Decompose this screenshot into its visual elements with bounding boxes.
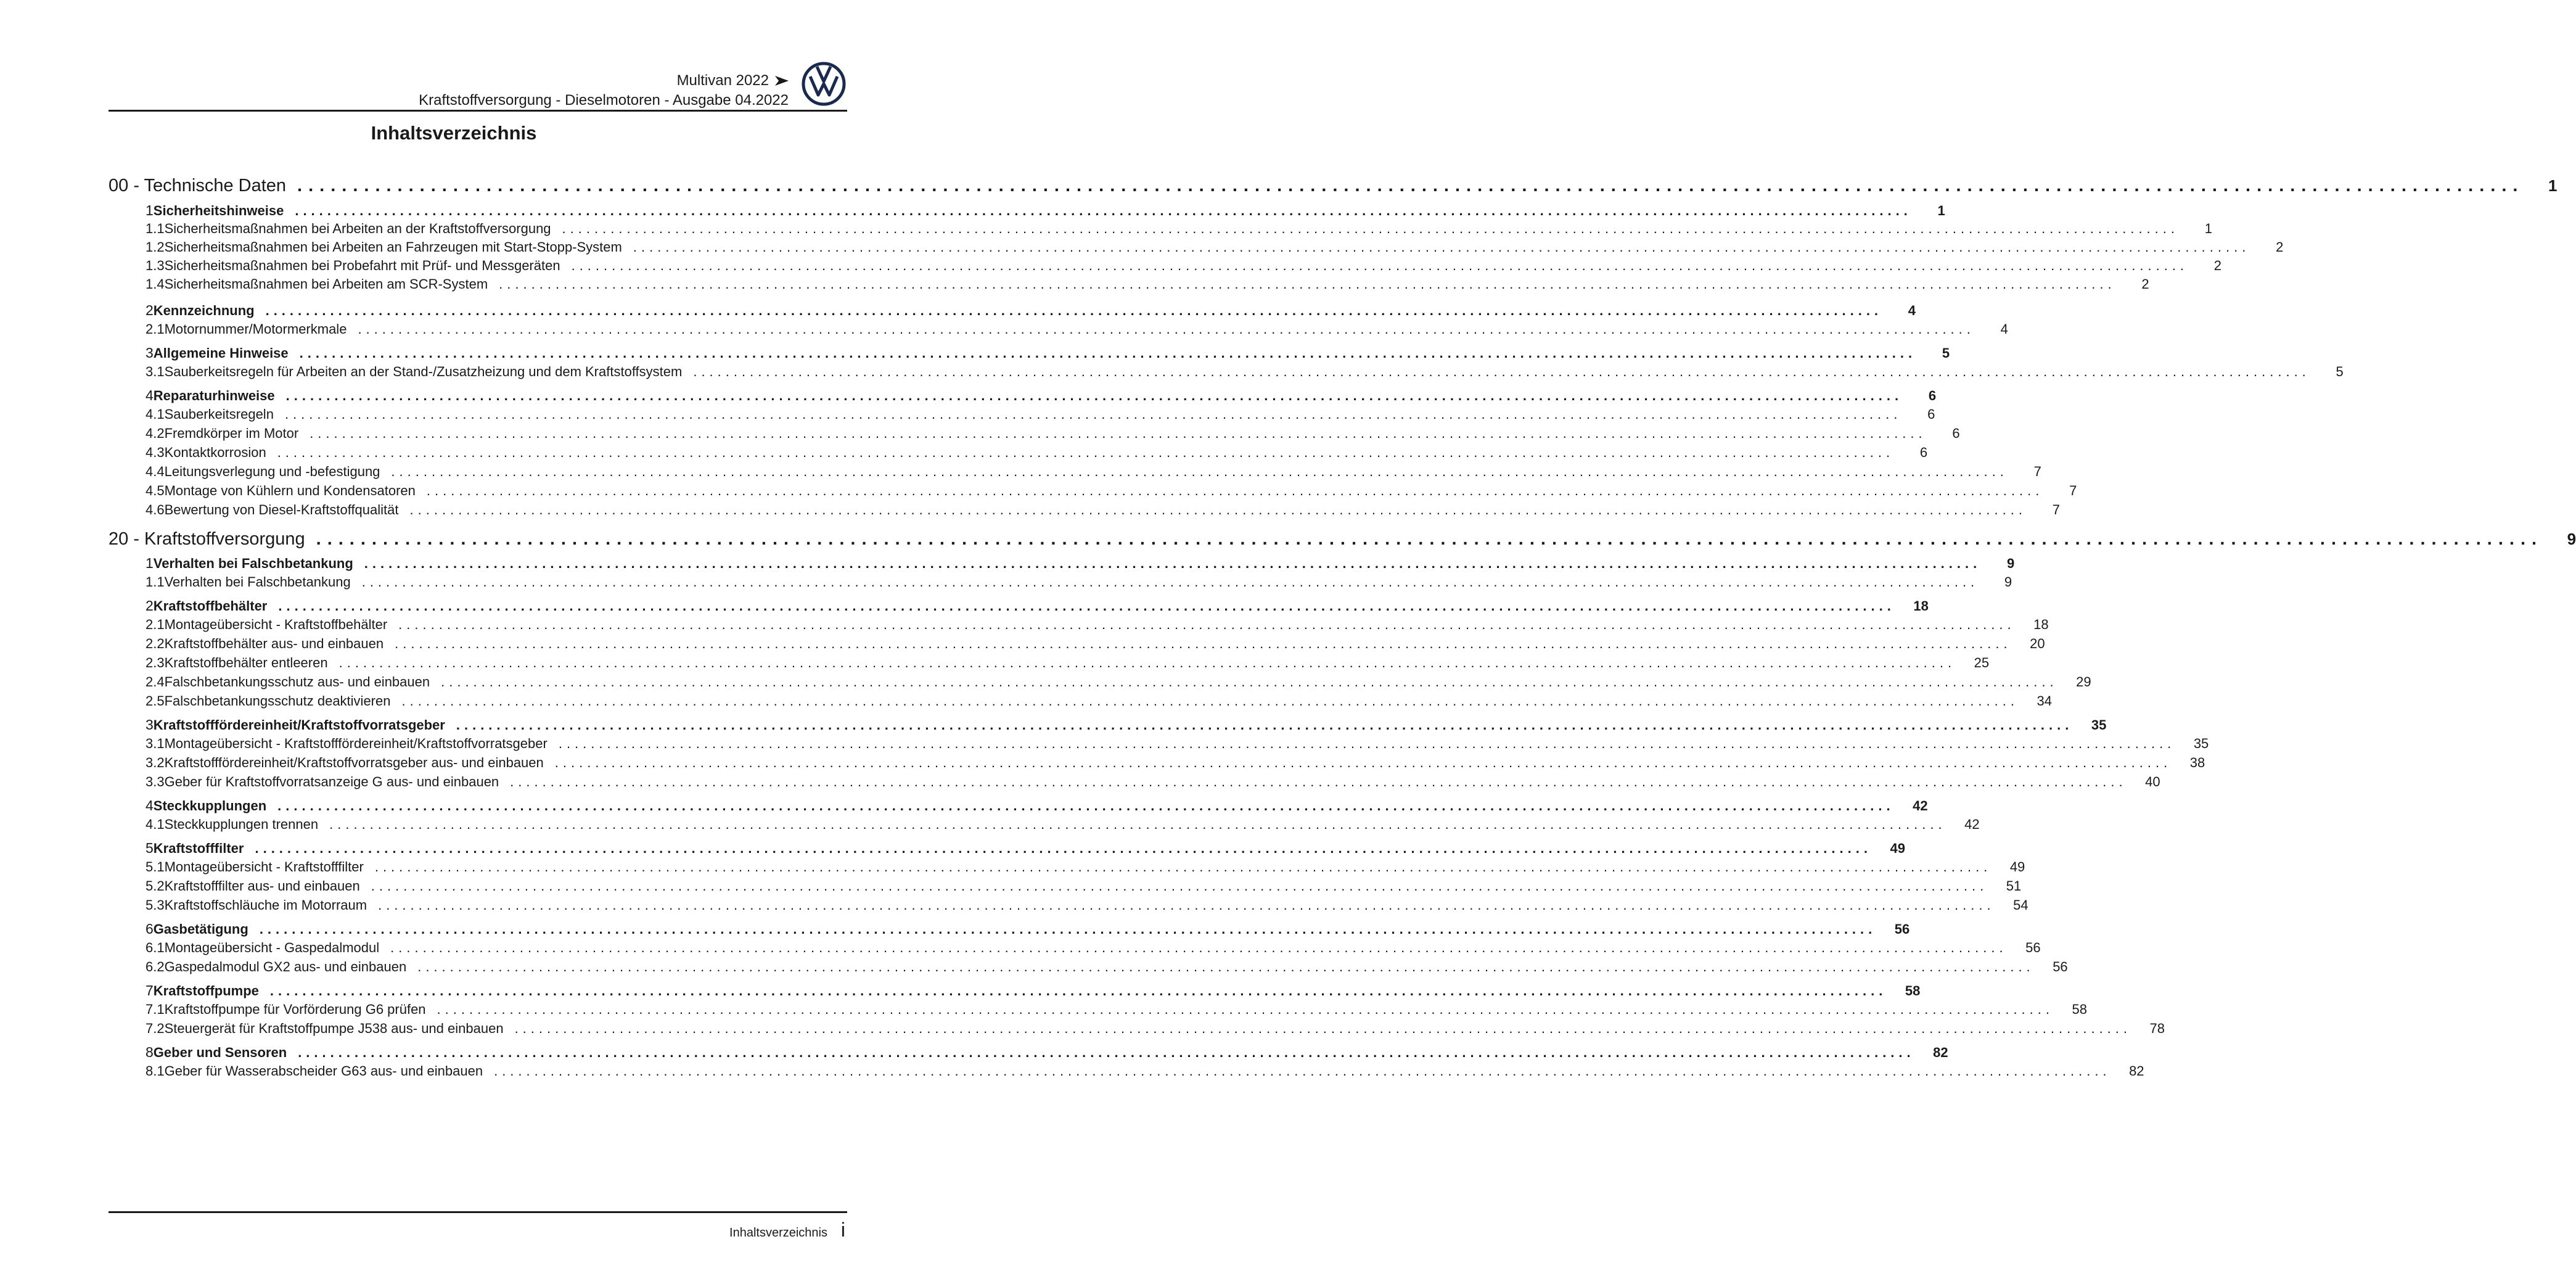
toc-page-number: 6 xyxy=(1952,426,1960,441)
toc-page-number: 56 xyxy=(2053,959,2068,974)
toc-number: 6 xyxy=(146,921,154,937)
toc-leader-dots: ........................................................................................................................................................................................................ xyxy=(269,983,1887,998)
toc-number: 2.1 xyxy=(146,617,165,632)
toc-leader-dots: ........................................................................................................................................................................................................ xyxy=(426,483,2044,498)
toc-subsection[interactable] xyxy=(109,878,2022,894)
toc-number: 5.1 xyxy=(146,859,165,875)
toc-number: 1.2 xyxy=(146,239,165,255)
header-model xyxy=(677,72,789,89)
toc-title: 00 - Technische Daten xyxy=(109,176,287,195)
toc-leader-dots: ........................................................................................................................................................................................................ xyxy=(297,176,2524,195)
toc-number: 2.5 xyxy=(146,693,165,709)
toc-number: 5 xyxy=(146,840,154,856)
toc-page-number: 82 xyxy=(1933,1045,1948,1060)
toc-leader-dots: ........................................................................................................................................................................................................ xyxy=(499,276,2116,292)
toc-page-number: 1 xyxy=(2548,176,2558,195)
toc-number: 1.3 xyxy=(146,258,165,273)
toc-leader-dots: ........................................................................................................................................................................................................ xyxy=(358,321,1975,337)
toc-number: 2 xyxy=(146,598,154,614)
toc-leader-dots: ........................................................................................................................................................................................................ xyxy=(310,426,1927,441)
toc-subsection[interactable] xyxy=(109,502,2060,518)
toc-number: 4 xyxy=(146,387,154,403)
toc-subsection[interactable] xyxy=(109,364,2344,380)
toc-title: Geber für Kraftstoffvorratsanzeige G aus- und einbauen xyxy=(164,774,499,789)
toc-subsection[interactable] xyxy=(109,755,2205,771)
toc-subsection[interactable] xyxy=(109,959,2068,975)
toc-leader-dots: ........................................................................................................................................................................................................ xyxy=(259,921,1877,937)
toc-leader-dots: ........................................................................................................................................................................................................ xyxy=(514,1021,2132,1036)
toc-subsection[interactable] xyxy=(109,674,2091,690)
toc-page-number: 5 xyxy=(2336,364,2344,379)
toc-page-number: 78 xyxy=(2149,1021,2165,1036)
toc-leader-dots: ........................................................................................................................................................................................................ xyxy=(417,959,2035,974)
toc-title: Kraftstoffpumpe xyxy=(153,983,259,998)
toc-title: Kraftstoffbehälter aus- und einbauen xyxy=(164,636,384,651)
toc-page-number: 1 xyxy=(2204,221,2213,236)
toc-title: 20 - Kraftstoffversorgung xyxy=(109,529,305,549)
toc-leader-dots: ........................................................................................................................................................................................................ xyxy=(633,239,2250,255)
toc-title: Sicherheitsmaßnahmen bei Arbeiten am SCR-System xyxy=(164,276,488,292)
toc-page-number: 82 xyxy=(2129,1063,2144,1079)
toc-number: 7.1 xyxy=(146,1002,165,1017)
toc-subsection[interactable] xyxy=(109,859,2025,875)
toc-subsection[interactable] xyxy=(109,464,2041,480)
toc-subsection[interactable] xyxy=(109,940,2041,956)
toc-chapter[interactable] xyxy=(109,176,2558,196)
toc-leader-dots: ........................................................................................................................................................................................................ xyxy=(554,755,2172,770)
toc-number: 2.2 xyxy=(146,636,165,651)
toc-leader-dots: ........................................................................................................................................................................................................ xyxy=(401,693,2019,709)
toc-title: Montageübersicht - Kraftstofffördereinheit/Kraftstoffvorratsgeber xyxy=(164,736,548,751)
toc-title: Kraftstofffilter xyxy=(153,841,244,856)
toc-number: 4.1 xyxy=(146,817,165,832)
toc-leader-dots: ........................................................................................................................................................................................................ xyxy=(364,556,1982,571)
toc-page-number: 7 xyxy=(2033,464,2041,479)
toc-title: Sicherheitsmaßnahmen bei Arbeiten an der Kraftstoffversorgung xyxy=(164,221,551,236)
toc-subsection[interactable] xyxy=(109,483,2077,499)
toc-title: Sicherheitsmaßnahmen bei Arbeiten an Fahrzeugen mit Start-Stopp-System xyxy=(164,239,622,255)
toc-subsection[interactable] xyxy=(109,321,2008,337)
toc-title: Kraftstofffördereinheit/Kraftstoffvorratsgeber aus- und einbauen xyxy=(164,755,544,770)
footer-label: Inhaltsverzeichnis xyxy=(729,1226,827,1240)
toc-number: 2.1 xyxy=(146,321,165,337)
toc-number: 4.3 xyxy=(146,445,165,460)
toc-number: 2.3 xyxy=(146,655,165,670)
toc-section[interactable] xyxy=(109,555,2015,572)
toc-number: 5.3 xyxy=(146,897,165,913)
footer-page-number: i xyxy=(840,1219,845,1241)
toc-page-number: 49 xyxy=(1890,841,1905,856)
toc-subsection[interactable] xyxy=(109,774,2160,790)
toc-title: Kraftstoffbehälter xyxy=(153,598,268,614)
toc-page-number: 9 xyxy=(2567,530,2576,548)
toc-title: Bewertung von Diesel-Kraftstoffqualität xyxy=(164,502,399,517)
toc-page-number: 49 xyxy=(2009,859,2025,875)
toc-chapter[interactable] xyxy=(109,529,2576,549)
toc-leader-dots: ........................................................................................................................................................................................................ xyxy=(494,1063,2111,1079)
toc-page-number: 40 xyxy=(2145,774,2160,789)
toc-section[interactable] xyxy=(109,921,1910,937)
toc-number: 6.2 xyxy=(146,959,165,974)
toc-page-number: 18 xyxy=(2033,617,2049,632)
toc-leader-dots: ........................................................................................................................................................................................................ xyxy=(441,674,2058,689)
toc-title: Motornummer/Motormerkmale xyxy=(164,321,347,337)
toc-section[interactable] xyxy=(109,982,1921,999)
toc-subsection[interactable] xyxy=(109,445,1928,461)
toc-page-number: 9 xyxy=(2007,556,2015,571)
toc-page-number: 54 xyxy=(2013,897,2028,913)
toc-title: Sauberkeitsregeln xyxy=(164,406,274,422)
toc-title: Allgemeine Hinweise xyxy=(153,345,289,361)
toc-page-number: 38 xyxy=(2189,755,2205,770)
toc-leader-dots: ........................................................................................................................................................................................................ xyxy=(558,736,2176,751)
toc-section[interactable] xyxy=(109,598,1929,614)
toc-page-number: 4 xyxy=(2000,321,2008,337)
toc-title: Kraftstofffilter aus- und einbauen xyxy=(164,878,360,894)
header-subtitle: Kraftstoffversorgung - Dieselmotoren - Ausgabe 04.2022 xyxy=(419,92,789,109)
toc-number: 1.1 xyxy=(146,574,165,590)
toc-page-number: 2 xyxy=(2276,239,2284,255)
toc-title: Steckkupplungen trennen xyxy=(164,817,319,832)
toc-number: 2.4 xyxy=(146,674,165,689)
toc-subsection[interactable] xyxy=(109,426,1960,442)
toc-title: Leitungsverlegung und -befestigung xyxy=(164,464,380,479)
toc-page-number: 1 xyxy=(1937,203,1945,218)
toc-leader-dots: ........................................................................................................................................................................................................ xyxy=(295,203,1912,218)
toc-title: Verhalten bei Falschbetankung xyxy=(164,574,351,590)
toc-number: 1.4 xyxy=(146,276,165,292)
toc-subsection[interactable] xyxy=(109,1002,2088,1018)
toc-number: 4.6 xyxy=(146,502,165,517)
toc-number: 5.2 xyxy=(146,878,165,894)
toc-title: Sicherheitshinweise xyxy=(153,203,284,218)
toc-number: 3.1 xyxy=(146,364,165,379)
toc-subsection[interactable] xyxy=(109,276,2149,292)
toc-title: Verhalten bei Falschbetankung xyxy=(153,556,353,571)
toc-section[interactable] xyxy=(109,302,1916,319)
toc-leader-dots: ........................................................................................................................................................................................................ xyxy=(255,841,1872,856)
toc-title: Montage von Kühlern und Kondensatoren xyxy=(164,483,416,498)
toc-subsection[interactable] xyxy=(109,693,2052,709)
toc-page-number: 58 xyxy=(1905,983,1921,998)
toc-subsection[interactable] xyxy=(109,1021,2165,1037)
toc-section[interactable] xyxy=(109,202,1945,219)
toc-page-number: 29 xyxy=(2076,674,2091,689)
toc-page-number: 6 xyxy=(1928,388,1937,403)
toc-leader-dots: ........................................................................................................................................................................................................ xyxy=(437,1002,2054,1017)
toc-number: 6.1 xyxy=(146,940,165,955)
toc-leader-dots: ........................................................................................................................................................................................................ xyxy=(277,445,1895,460)
toc-page-number: 18 xyxy=(1913,598,1929,614)
toc-title: Kraftstofffördereinheit/Kraftstoffvorratsgeber xyxy=(153,717,445,733)
toc-page-number: 25 xyxy=(1974,655,1990,670)
toc-title: Kennzeichnung xyxy=(153,303,255,318)
toc-page-number: 7 xyxy=(2069,483,2077,498)
toc-section[interactable] xyxy=(109,345,1950,361)
toc-leader-dots: ........................................................................................................................................................................................................ xyxy=(371,878,1988,894)
toc-leader-dots: ........................................................................................................................................................................................................ xyxy=(571,258,2189,273)
toc-number: 1.1 xyxy=(146,221,165,236)
toc-leader-dots: ........................................................................................................................................................................................................ xyxy=(278,598,1895,614)
toc-leader-dots: ........................................................................................................................................................................................................ xyxy=(374,859,1992,875)
toc-page-number: 6 xyxy=(1927,406,1935,422)
toc-number: 1 xyxy=(146,555,154,571)
toc-number: 3 xyxy=(146,717,154,733)
toc-number: 3.3 xyxy=(146,774,165,789)
toc-number: 4.5 xyxy=(146,483,165,498)
toc-subsection[interactable] xyxy=(109,221,2213,237)
toc-page-number: 58 xyxy=(2072,1002,2088,1017)
toc-leader-dots: ........................................................................................................................................................................................................ xyxy=(298,1045,1915,1060)
toc-page-number: 35 xyxy=(2091,717,2107,733)
toc-page-number: 56 xyxy=(2025,940,2041,955)
toc-leader-dots: ........................................................................................................................................................................................................ xyxy=(456,717,2074,733)
toc-subsection[interactable] xyxy=(109,1063,2144,1079)
toc-leader-dots: ........................................................................................................................................................................................................ xyxy=(277,798,1895,813)
toc-leader-dots: ........................................................................................................................................................................................................ xyxy=(338,655,1956,670)
toc-subsection[interactable] xyxy=(109,736,2209,752)
toc-title: Montageübersicht - Kraftstoffbehälter xyxy=(164,617,388,632)
toc-page-number: 56 xyxy=(1894,921,1910,937)
toc-number: 4.2 xyxy=(146,426,165,441)
toc-leader-dots: ........................................................................................................................................................................................................ xyxy=(284,406,1902,422)
toc-number: 4.4 xyxy=(146,464,165,479)
vw-logo-icon xyxy=(802,62,846,106)
toc-leader-dots: ........................................................................................................................................................................................................ xyxy=(378,897,1995,913)
toc-leader-dots: ........................................................................................................................................................................................................ xyxy=(316,529,2543,549)
toc-title: Kontaktkorrosion xyxy=(164,445,266,460)
toc-section[interactable] xyxy=(109,1044,1948,1061)
toc-number: 3.2 xyxy=(146,755,165,770)
toc-number: 4.1 xyxy=(146,406,165,422)
toc-page-number: 6 xyxy=(1919,445,1928,460)
toc-subsection[interactable] xyxy=(109,897,2028,913)
toc-page-number: 20 xyxy=(2030,636,2045,651)
toc-page-number: 34 xyxy=(2037,693,2052,709)
toc-page-number: 2 xyxy=(2141,276,2149,292)
toc-leader-dots: ........................................................................................................................................................................................................ xyxy=(398,617,2016,632)
toc-title: Montageübersicht - Kraftstofffilter xyxy=(164,859,364,875)
toc-number: 1 xyxy=(146,202,154,218)
toc-title: Falschbetankungsschutz aus- und einbauen xyxy=(164,674,430,689)
toc-number: 7 xyxy=(146,982,154,998)
toc-subsection[interactable] xyxy=(109,817,1980,833)
toc-leader-dots: ........................................................................................................................................................................................................ xyxy=(391,464,2008,479)
toc-leader-dots: ........................................................................................................................................................................................................ xyxy=(409,502,2027,517)
toc-leader-dots: ........................................................................................................................................................................................................ xyxy=(285,388,1903,403)
toc-section[interactable] xyxy=(109,840,1905,857)
toc-page-number: 2 xyxy=(2213,258,2222,273)
toc-title: Montageübersicht - Gaspedalmodul xyxy=(164,940,380,955)
toc-leader-dots: ........................................................................................................................................................................................................ xyxy=(390,940,2008,955)
toc-leader-dots: ........................................................................................................................................................................................................ xyxy=(693,364,2310,379)
header-divider xyxy=(109,110,847,112)
toc-leader-dots: ........................................................................................................................................................................................................ xyxy=(562,221,2180,236)
footer-divider xyxy=(109,1211,847,1213)
toc-leader-dots: ........................................................................................................................................................................................................ xyxy=(361,574,1979,590)
toc-subsection[interactable] xyxy=(109,655,1990,671)
arrow-right-icon xyxy=(775,76,789,86)
toc-title: Geber und Sensoren xyxy=(153,1045,287,1060)
toc-subsection[interactable] xyxy=(109,239,2284,255)
toc-number: 4 xyxy=(146,797,154,813)
toc-page-number: 5 xyxy=(1942,345,1950,361)
toc-section[interactable] xyxy=(109,717,2107,733)
toc-leader-dots: ........................................................................................................................................................................................................ xyxy=(395,636,2012,651)
toc-number: 8 xyxy=(146,1044,154,1060)
toc-number: 3.1 xyxy=(146,736,165,751)
toc-title: Fremdkörper im Motor xyxy=(164,426,299,441)
toc-number: 7.2 xyxy=(146,1021,165,1036)
toc-section[interactable] xyxy=(109,387,1937,404)
toc-title: Kraftstoffschläuche im Motorraum xyxy=(164,897,367,913)
toc-number: 8.1 xyxy=(146,1063,165,1079)
toc-title: Steckkupplungen xyxy=(153,798,267,813)
page-title: Inhaltsverzeichnis xyxy=(371,122,537,144)
toc-title: Steuergerät für Kraftstoffpumpe J538 aus- und einbauen xyxy=(164,1021,504,1036)
toc-leader-dots: ........................................................................................................................................................................................................ xyxy=(265,303,1883,318)
toc-subsection[interactable] xyxy=(109,406,1935,422)
toc-subsection[interactable] xyxy=(109,636,2045,652)
toc-title: Falschbetankungsschutz deaktivieren xyxy=(164,693,391,709)
toc-title: Reparaturhinweise xyxy=(153,388,275,403)
toc-page-number: 4 xyxy=(1908,303,1916,318)
toc-subsection[interactable] xyxy=(109,617,2049,633)
toc-page-number: 9 xyxy=(2004,574,2012,590)
toc-section[interactable] xyxy=(109,797,1928,814)
toc-page-number: 42 xyxy=(1913,798,1928,813)
header-model-text: Multivan 2022 xyxy=(676,72,769,89)
toc-page-number: 35 xyxy=(2193,736,2209,751)
toc-title: Gasbetätigung xyxy=(153,921,248,937)
toc-leader-dots: ........................................................................................................................................................................................................ xyxy=(510,774,2127,789)
toc-leader-dots: ........................................................................................................................................................................................................ xyxy=(299,345,1917,361)
toc-title: Gaspedalmodul GX2 aus- und einbauen xyxy=(164,959,407,974)
toc-page-number: 7 xyxy=(2052,502,2060,517)
toc-title: Sicherheitsmaßnahmen bei Probefahrt mit Prüf- und Messgeräten xyxy=(164,258,560,273)
toc-leader-dots: ........................................................................................................................................................................................................ xyxy=(329,817,1946,832)
toc-subsection[interactable] xyxy=(109,258,2222,274)
toc-title: Kraftstoffbehälter entleeren xyxy=(164,655,328,670)
toc-title: Kraftstoffpumpe für Vorförderung G6 prüfen xyxy=(164,1002,426,1017)
toc-subsection[interactable] xyxy=(109,574,2012,590)
toc-page-number: 51 xyxy=(2006,878,2022,894)
toc-number: 3 xyxy=(146,345,154,361)
toc-title: Sauberkeitsregeln für Arbeiten an der Stand-/Zusatzheizung und dem Kraftstoffsystem xyxy=(164,364,683,379)
toc-number: 2 xyxy=(146,302,154,318)
toc-page-number: 42 xyxy=(1964,817,1980,832)
toc-title: Geber für Wasserabscheider G63 aus- und einbauen xyxy=(164,1063,483,1079)
